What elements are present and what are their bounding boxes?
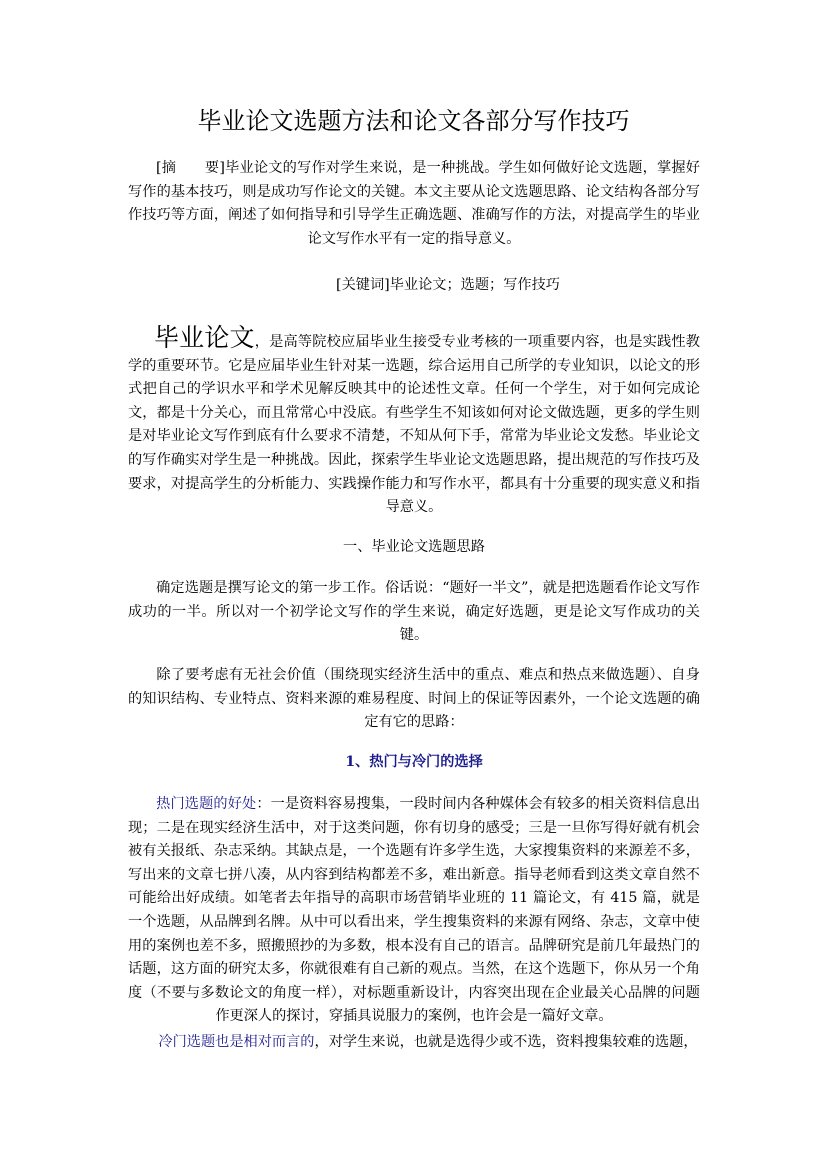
section-paragraph-1 [128,577,700,648]
hot-topic-lead: 热门选题的好处 [156,796,257,812]
cold-topic-text: ，对学生来说，也就是选得少或不选，资料搜集较难的选题， [314,1034,698,1050]
document-title: 毕业论文选题方法和论文各部分写作技巧 [197,107,630,135]
cold-topic-lead: 冷门选题也是相对而言的 [158,1034,315,1050]
keywords-label: [关键词] [336,277,390,293]
section-heading: 一、毕业论文选题思路 [343,539,485,555]
cold-topic-paragraph [128,1031,700,1055]
subsection-heading: 1、热门与冷门的选择 [345,754,483,770]
intro-text: ，是高等院校应届毕业生接受专业考核的一项重要内容，也是实践性教学的重要环节。它是应届毕业生针对某一选题，综合运用自己所学的专业知识，以论文的形式把自己的学识水平和学术见解反映其中的论述性文章。任何一个学生，对于如何完成论文，都是十分关心，而且常常心中没底。有些学生不知该如何对论文做选题，更多的学生则是对毕业论文写作到底有什么要求不清楚，不知从何下手，常常为毕业论文发愁。毕业论文的写作确实对学生是一种挑战。因此，探索学生毕业论文选题思路，提出规范的写作技巧及要求，对提高学生的分析能力、实践操作能力和写作水平，都具有十分重要的现实意义和指导意义。 [128,334,700,516]
intro-paragraph [128,323,700,520]
intro-lead-word: 毕业论文 [154,323,255,352]
section-paragraph-1-text: 确定选题是撰写论文的第一步工作。俗话说：“题好一半文”，就是把选题看作论文写作成功的一半。所以对一个初学论文写作的学生来说，确定好选题，更是论文写作成功的关键。 [128,580,700,644]
keywords-text: 毕业论文；选题；写作技巧 [389,277,560,293]
abstract-label: [摘 要] [156,160,225,176]
abstract-text: 毕业论文的写作对学生来说，是一种挑战。学生如何做好论文选题，掌握好写作的基本技巧，则是成功写作论文的关键。本文主要从论文选题思路、论文结构各部分写作技巧等方面，阐述了如何指导和引导学生正确选题、准确写作的方法，对提高学生的毕业论文写作水平有一定的指导意义。 [128,160,700,247]
section-paragraph-2 [128,664,700,735]
hot-topic-paragraph [128,793,700,1029]
keywords-line [128,274,700,296]
section-paragraph-2-text: 除了要考虑有无社会价值（围绕现实经济生活中的重点、难点和热点来做选题）、自身的知识结构、专业特点、资料来源的难易程度、时间上的保证等因素外，一个论文选题的确定有它的思路： [128,667,700,731]
hot-topic-text: ：一是资料容易搜集，一段时间内各种媒体会有较多的相关资料信息出现；二是在现实经济生活中，对于这类问题，你有切身的感受；三是一旦你写得好就有机会被有关报纸、杂志采纳。其缺点是，一个选题有许多学生选，大家搜集资料的来源差不多，写出来的文章七拼八凑，从内容到结构都差不多，难出新意。指导老师看到这类文章自然不可能给出好成绩。如笔者去年指导的高职市场营销毕业班的 11 篇论文，有 415 篇，就是一个选题，从品牌到名牌。从中可以看出来，学生搜集资料的来源有网络、杂志，文章中使用的案例也差不多，照搬照抄的为多数，根本没有自己的语言。品牌研究是前几年最热门的话题，这方面的研究太多，你就很难有自己新的观点。当然，在这个选题下，你从另一个角度（不要与多数论文的角度一样），对标题重新设计，内容突出现在企业最关心品牌的问题作更深人的探讨，穿插具说服力的案例，也许会是一篇好文章。 [128,796,700,1025]
abstract-paragraph [128,157,700,251]
